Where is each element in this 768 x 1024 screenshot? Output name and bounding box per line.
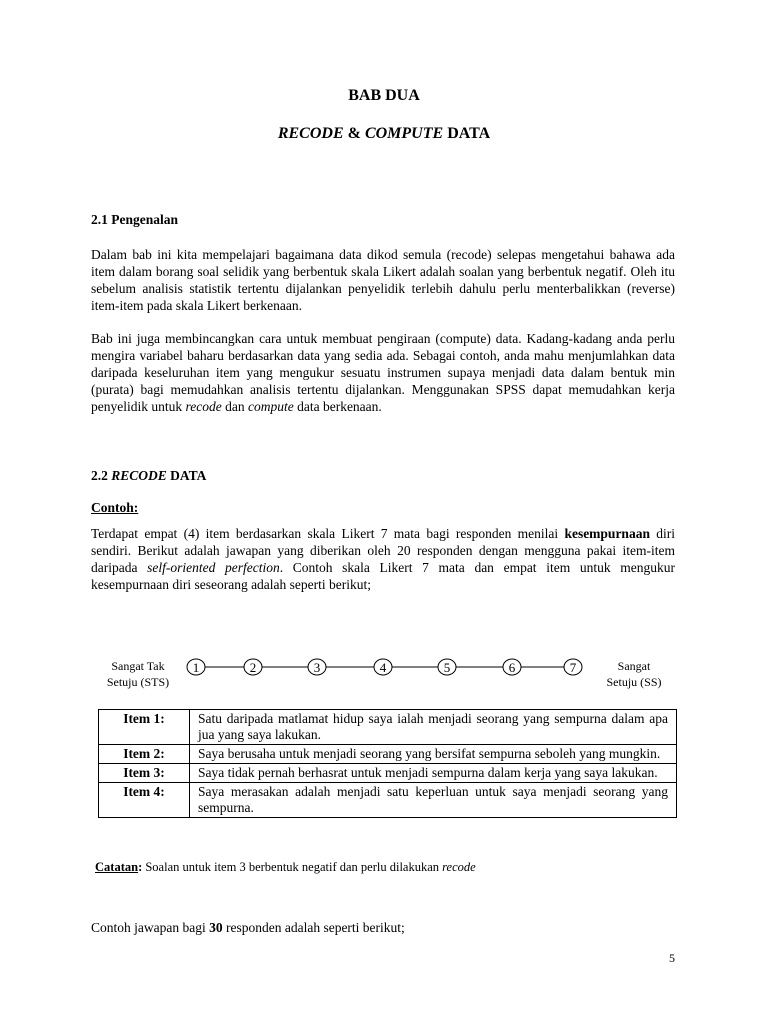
table-row — [99, 745, 677, 764]
scale-point-label: 3 — [313, 660, 321, 675]
scale-point-label: 6 — [508, 660, 516, 675]
intro-paragraph-1: Dalam bab ini kita mempelajari bagaimana data dikod semula (recode) selepas mengetahui bahawa ada item dalam borang soal selidik yang berbentuk skala Likert adalah soalan yang berbentuk negatif. Oleh itu sebelum analisis statistik tertentu dijalankan penyelidik terlebih dahulu perlu menterbalikkan (reverse) item-item pada skala Likert berkenaan. — [91, 247, 675, 313]
example-text-a: Terdapat empat (4) item berdasarkan skala Likert 7 mata bagi responden menilai — [91, 526, 565, 541]
subtitle-recode: RECODE — [277, 125, 344, 142]
section-title-recode: RECODE — [111, 468, 167, 483]
subtitle-amp: & — [343, 125, 365, 142]
note — [95, 860, 476, 875]
scale-left-label — [100, 658, 176, 690]
item-label: Item 4: — [99, 783, 190, 818]
scale-point-label: 5 — [443, 660, 451, 675]
note-lead: Catatan — [95, 860, 139, 874]
item-label: Item 3: — [99, 764, 190, 783]
table-row — [99, 710, 677, 745]
note-colon: : — [138, 860, 143, 874]
chapter-subtitle — [0, 125, 768, 143]
example-bold: kesempurnaan — [564, 526, 650, 541]
closing-sentence — [91, 920, 405, 936]
section-title-data: DATA — [166, 468, 207, 483]
item-label: Item 1: — [99, 710, 190, 745]
para2-compute: compute — [247, 399, 294, 414]
section-heading-pengenalan: 2.1 Pengenalan — [91, 212, 179, 227]
item-text: Saya berusaha untuk menjadi seorang yang bersifat sempurna seboleh yang mungkin. — [190, 745, 677, 764]
items-table — [98, 709, 677, 818]
contoh-label: Contoh: — [91, 500, 139, 515]
scale-right-line2: Setuju (SS) — [606, 675, 662, 689]
scale-point-label: 2 — [249, 660, 257, 675]
subtitle-data: DATA — [443, 125, 491, 142]
closing-bold: 30 — [209, 920, 223, 935]
scale-point-label: 4 — [379, 660, 387, 675]
subtitle-compute: COMPUTE — [364, 125, 444, 142]
scale-right-line1: Sangat — [617, 659, 651, 673]
item-text: Saya tidak pernah berhasrat untuk menjadi sempurna dalam kerja yang saya lakukan. — [190, 764, 677, 783]
scale-point-label: 7 — [569, 660, 577, 675]
para2-dan: dan — [221, 399, 248, 414]
scale-left-line1: Sangat Tak — [111, 659, 165, 673]
chapter-title: BAB DUA — [348, 87, 420, 104]
scale-left-line2: Setuju (STS) — [106, 675, 170, 689]
table-row — [99, 783, 677, 818]
scale-right-label — [598, 658, 670, 690]
intro-paragraph-2 — [91, 330, 675, 415]
scale-point-label: 1 — [192, 660, 200, 675]
note-text: Soalan untuk item 3 berbentuk negatif dan perlu dilakukan — [142, 860, 443, 874]
closing-text-a: Contoh jawapan bagi — [91, 920, 210, 935]
section-number: 2.2 — [91, 468, 112, 483]
scale-line-graphic — [180, 654, 590, 682]
example-italic: self-oriented perfection — [147, 560, 280, 575]
para2-text: Bab ini juga membincangkan cara untuk membuat pengiraan (compute) data. Kadang-kadang anda perlu mengira variabel baharu berdasarkan data yang sedia ada. Sebagai contoh, anda mahu menjumlahkan data daripada keseluruhan item yang mengukur sesuatu instrumen supaya menjadi data dalam bentuk min (purata) bagi memudahkan analisis tertentu dijalankan. Menggunakan SPSS dapat memudahkan kerja penyelidik untuk — [91, 331, 675, 414]
example-text-b: diri sendiri. Berikut adalah jawapan yang diberikan oleh 20 responden dengan mengguna pakai item-item daripada — [91, 526, 675, 575]
closing-text-b: responden adalah seperti berikut; — [222, 920, 405, 935]
section-heading-recode-data — [91, 468, 206, 484]
item-label: Item 2: — [99, 745, 190, 764]
table-row — [99, 764, 677, 783]
para2-recode: recode — [185, 399, 222, 414]
item-text: Saya merasakan adalah menjadi satu keperluan untuk saya menjadi seorang yang sempurna. — [190, 783, 677, 818]
note-italic: recode — [442, 860, 476, 874]
example-paragraph — [91, 525, 675, 593]
example-text-c: . Contoh skala Likert 7 mata dan empat item untuk mengukur kesempurnaan diri seseorang adalah seperti berikut; — [91, 560, 675, 592]
para2-end: data berkenaan. — [293, 399, 382, 414]
page-number: 5 — [669, 951, 675, 965]
item-text: Satu daripada matlamat hidup saya ialah menjadi seorang yang sempurna dalam apa jua yang saya lakukan. — [190, 710, 677, 745]
